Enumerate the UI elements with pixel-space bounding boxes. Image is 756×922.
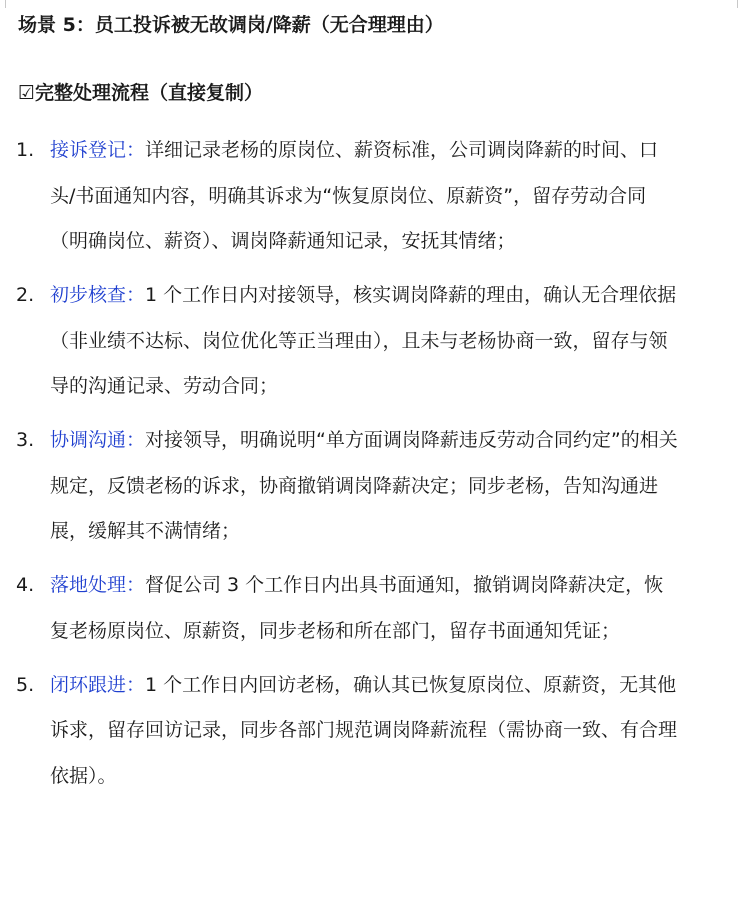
step-description: 详细记录老杨的原岗位、薪资标准，公司调岗降薪的时间、口头/书面通知内容，明确其诉求为“恢复原岗位、原薪资”，留存劳动合同（明确岗位、薪资）、调岗降薪通知记录，安抚其情绪； — [50, 139, 659, 252]
step-key-label: 初步核查： — [50, 284, 146, 306]
process-step-2 — [0, 273, 682, 410]
step-key-label: 落地处理： — [50, 574, 146, 596]
step-description: 对接领导，明确说明“单方面调岗降薪违反劳动合同约定”的相关规定，反馈老杨的诉求，协商撤销调岗降薪决定；同步老杨，告知沟通进展，缓解其不满情绪； — [50, 429, 678, 542]
step-description: 1 个工作日内回访老杨，确认其已恢复原岗位、原薪资，无其他诉求，留存回访记录，同步各部门规范调岗降薪流程（需协商一致、有合理依据）。 — [50, 673, 678, 787]
step-description: 督促公司 3 个工作日内出具书面通知，撤销调岗降薪决定，恢复老杨原岗位、原薪资，同步老杨和所在部门，留存书面通知凭证； — [50, 574, 664, 642]
page-corner-mark-right — [737, 0, 738, 8]
process-step-3 — [0, 418, 682, 555]
step-description: 1 个工作日内对接领导，核实调岗降薪的理由，确认无合理依据（非业绩不达标、岗位优化等正当理由），且未与老杨协商一致，留存与领导的沟通记录、劳动合同； — [50, 284, 677, 397]
step-number: 2. — [16, 284, 35, 306]
step-number: 5. — [16, 673, 35, 696]
document-title: 场景 5：员工投诉被无故调岗/降薪（无合理理由） — [18, 14, 444, 36]
page-corner-mark-left — [5, 0, 6, 8]
step-key-label: 闭环跟进： — [50, 673, 146, 696]
process-step-5 — [0, 663, 682, 800]
section-subtitle: ☑完整处理流程（直接复制） — [18, 82, 264, 104]
process-step-4 — [0, 563, 682, 654]
step-number: 3. — [16, 429, 35, 451]
step-number: 1. — [16, 139, 35, 161]
process-steps-list — [0, 128, 756, 808]
step-key-label: 接诉登记： — [50, 139, 146, 161]
process-step-1 — [0, 128, 682, 265]
step-number: 4. — [16, 574, 35, 596]
step-key-label: 协调沟通： — [50, 429, 146, 451]
